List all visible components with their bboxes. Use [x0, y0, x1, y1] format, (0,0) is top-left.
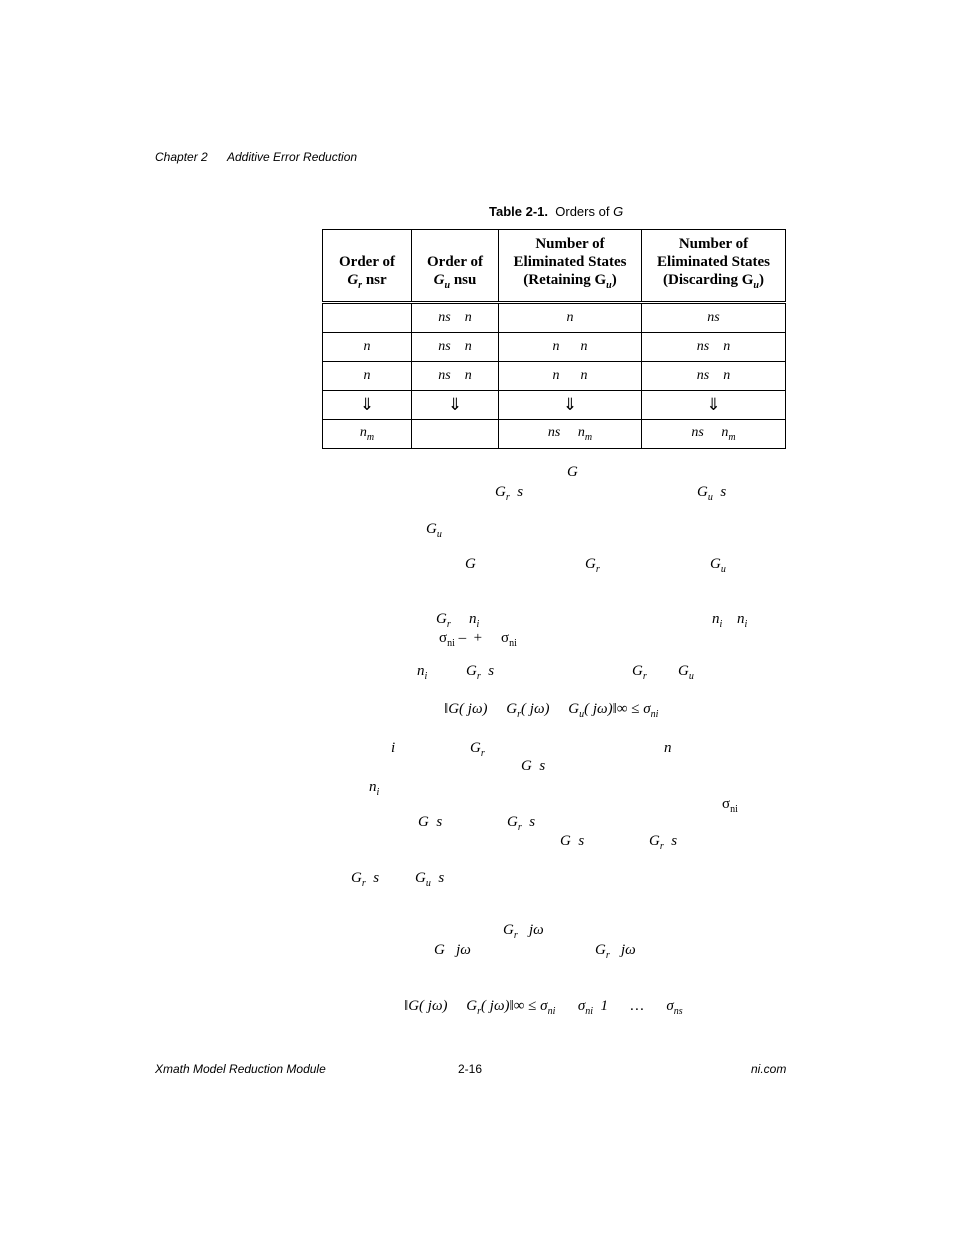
- math-fragment: G jω: [434, 942, 471, 958]
- math-fragment: $G_r$ jω: [595, 942, 636, 961]
- math-fragment: i: [391, 740, 396, 756]
- math-fragment: $G_r$ s: [351, 870, 380, 889]
- orders-table: [322, 229, 786, 449]
- math-fragment: $G_r$: [632, 663, 647, 682]
- table-cell: ns n: [642, 333, 786, 362]
- math-fragment: $G_u$: [426, 521, 442, 540]
- table-header-row: [323, 230, 786, 303]
- math-fragment: $G_u$ s: [415, 870, 445, 889]
- table-cell: ns n: [642, 362, 786, 391]
- math-fragment: $G_u$: [678, 663, 694, 682]
- header-order-gr: Order of $G_r$ nsr: [323, 230, 412, 303]
- table-cell: ns n: [412, 333, 499, 362]
- math-fragment: $\sigma_{ni}$: [722, 796, 738, 815]
- math-fragment: G s: [418, 814, 443, 830]
- math-fragment: $n_i$: [369, 779, 380, 798]
- math-fragment: n: [664, 740, 672, 756]
- math-fragment: $G_u$: [710, 556, 726, 575]
- table-cell: n n: [499, 333, 642, 362]
- equation-1: ‖G( jω) $G_r$( jω) $G_u$( jω)‖∞ ≤ $\sigma_{ni}$: [444, 701, 659, 720]
- math-fragment: $G_r$: [436, 611, 451, 630]
- table-caption: [489, 204, 623, 219]
- math-fragment: G: [567, 464, 578, 480]
- math-fragment: $G_r$: [470, 740, 485, 759]
- caption-text: Orders of: [555, 204, 610, 219]
- header-eliminated-retaining: Number of Eliminated States (Retaining $G_u$): [499, 230, 642, 303]
- table-cell: ns: [642, 303, 786, 333]
- math-fragment: $n_i$: [469, 611, 480, 630]
- math-fragment: $\sigma_{ni}$: [501, 630, 517, 649]
- table-cell: ns $n_m$: [499, 420, 642, 449]
- table-cell: [323, 303, 412, 333]
- table-cell: n: [499, 303, 642, 333]
- down-arrow-icon: ⇓: [323, 391, 412, 420]
- math-fragment: G: [465, 556, 476, 572]
- table-cell: ns n: [412, 362, 499, 391]
- down-arrow-icon: ⇓: [642, 391, 786, 420]
- table-row: [323, 303, 786, 333]
- footer-module-name: Xmath Model Reduction Module: [155, 1062, 326, 1076]
- table-row: [323, 333, 786, 362]
- table-cell: $n_m$: [323, 420, 412, 449]
- table-row: [323, 362, 786, 391]
- math-fragment: $G_r$: [585, 556, 600, 575]
- math-fragment: $G_u$ s: [697, 484, 727, 503]
- table-cell: ns $n_m$: [642, 420, 786, 449]
- math-fragment: $G_r$ s: [507, 814, 536, 833]
- header-title: Additive Error Reduction: [227, 150, 358, 164]
- caption-symbol: G: [613, 204, 624, 219]
- math-fragment: $G_r$ s: [649, 833, 678, 852]
- table-cell: ns n: [412, 303, 499, 333]
- math-fragment: $\sigma_{ni}$ – +: [439, 630, 483, 649]
- table-cell: n: [323, 333, 412, 362]
- table-row: [323, 420, 786, 449]
- math-fragment: $G_r$ s: [466, 663, 495, 682]
- header-eliminated-discarding: Number of Eliminated States (Discarding $G_u$): [642, 230, 786, 303]
- table-cell: n n: [499, 362, 642, 391]
- math-fragment: G s: [521, 758, 546, 774]
- table-cell: [412, 420, 499, 449]
- down-arrow-icon: ⇓: [412, 391, 499, 420]
- footer-page-number: 2-16: [458, 1062, 483, 1076]
- down-arrow-icon: ⇓: [499, 391, 642, 420]
- math-fragment: $n_i$: [417, 663, 428, 682]
- header-order-gu: Order of $G_u$ nsu: [412, 230, 499, 303]
- math-fragment: $n_i$: [737, 611, 748, 630]
- caption-label: Table 2-1.: [489, 204, 549, 219]
- table-cell: n: [323, 362, 412, 391]
- footer-website: ni.com: [751, 1062, 787, 1076]
- math-fragment: $G_r$ jω: [503, 922, 544, 941]
- math-fragment: $G_r$ s: [495, 484, 524, 503]
- math-fragment: $n_i$: [712, 611, 723, 630]
- header-chapter: Chapter 2: [155, 150, 208, 164]
- equation-2: ‖G( jω) $G_r$( jω)‖∞ ≤ $\sigma_{ni}$ $\sigma_{ni}$ 1 … $\sigma_{ns}$: [404, 998, 683, 1017]
- table-row: [323, 391, 786, 420]
- math-fragment: G s: [560, 833, 585, 849]
